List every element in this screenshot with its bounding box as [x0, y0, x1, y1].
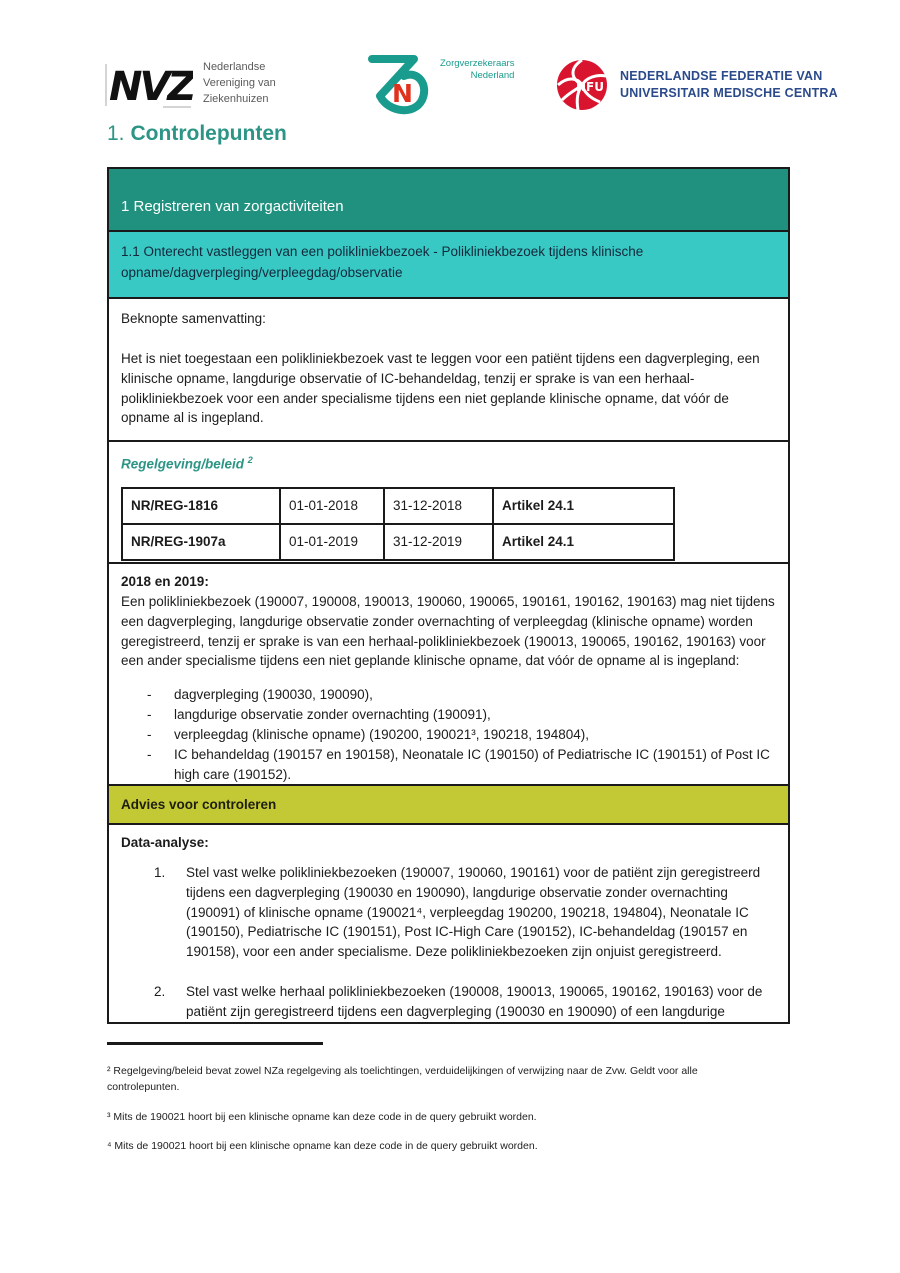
article-cell: Artikel 24.1	[493, 488, 674, 524]
end-date-cell: 31-12-2019	[384, 524, 493, 560]
analysis-item-text: Stel vast welke herhaal polikliniekbezoeken (190008, 190013, 190065, 190162, 190163) voor de patiënt zijn geregistreerd tijdens een dagverpleging (190030 en 190090) of een langdurige	[186, 984, 763, 1019]
nvz-text-line3: Ziekenhuizen	[203, 92, 269, 105]
bullet-text: dagverpleging (190030, 190090),	[174, 687, 373, 703]
regulation-code-cell: NR/REG-1907a	[122, 524, 280, 560]
activity-bullet-list	[147, 685, 776, 784]
nvz-logo-icon	[105, 58, 193, 110]
nfu-mark-text: NFU	[576, 80, 604, 94]
zn-logo	[362, 50, 514, 116]
analysis-item-number: 2.	[154, 984, 166, 1000]
start-date-cell: 01-01-2018	[280, 488, 384, 524]
control-point-table	[107, 167, 790, 1024]
zn-text-line2: Nederland	[470, 70, 515, 82]
control-point-subheader	[109, 232, 788, 299]
page-title-number: 1.	[107, 122, 125, 145]
article-cell: Artikel 24.1	[493, 524, 674, 560]
footnote: ⁴ Mits de 190021 hoort bij een klinische opname kan deze code in de query gebruikt worden.	[107, 1139, 538, 1152]
summary-label: Beknopte samenvatting:	[121, 311, 266, 326]
nvz-logo-text	[203, 60, 276, 108]
regulation-label-text: Regelgeving/beleid	[121, 456, 245, 472]
summary-text: Het is niet toegestaan een polikliniekbezoek vast te leggen voor een patiënt tijdens een dagverpleging, een klinische opname, langdurige observatie of IC-behandeldag, tenzij er sprake is van een herhaal-polikliniekbezoek voor een ander specialisme tijdens een niet geplande klinische opname, dat vóór de opname al is ingepland.	[121, 350, 760, 426]
svg-text:N: N	[392, 79, 413, 108]
bullet-dash: -	[147, 687, 152, 703]
bullet-dash: -	[147, 726, 152, 742]
nfu-logo-text	[620, 68, 838, 103]
list-item	[147, 685, 776, 705]
zn-logo-icon	[362, 50, 434, 116]
regulation-section	[109, 442, 788, 564]
regulation-code-cell: NR/REG-1816	[122, 488, 280, 524]
period-section	[109, 564, 788, 786]
svg-text:NVZ: NVZ	[109, 64, 193, 110]
analysis-label: Data-analyse:	[121, 835, 209, 850]
zn-logo-text	[440, 58, 514, 83]
bullet-dash: -	[147, 707, 152, 723]
section-header-label: 1 Registreren van zorgactiviteiten	[121, 197, 344, 215]
regulation-table	[121, 487, 675, 561]
footnote: ³ Mits de 190021 hoort bij een klinische opname kan deze code in de query gebruikt worden.	[107, 1110, 537, 1123]
footnote-separator	[107, 1042, 323, 1045]
nfu-text-line2: UNIVERSITAIR MEDISCHE CENTRA	[620, 86, 838, 100]
table-row	[122, 488, 674, 524]
footnotes	[107, 1063, 762, 1167]
page-title-text: Controlepunten	[130, 122, 287, 145]
bullet-text: langdurige observatie zonder overnachting (190091),	[174, 707, 491, 723]
period-label: 2018 en 2019:	[121, 574, 209, 589]
analysis-item-text: Stel vast welke polikliniekbezoeken (190007, 190060, 190161) voor de patiënt zijn geregistreerd tijdens een dagverpleging (190030 en 190090), langdurige observatie zonder overnachting (190091) of klinische opname (190021⁴, verpleegdag 190200, 190218, 194804), Neonatale IC (190150), Pediatrische IC (190151), Post IC-High Care (190152), IC-behandeldag (190157 en 190158), voor een ander specialisme. Deze polikliniekbezoeken zijn onjuist geregistreerd.	[186, 864, 761, 960]
list-item	[147, 705, 776, 725]
period-text: Een polikliniekbezoek (190007, 190008, 190013, 190060, 190065, 190161, 190162, 190163) mag niet tijdens een dagverpleging, langdurige observatie zonder overnachting of verpleegdag (klinische opname) worden geregistreerd, tenzij er sprake is van een herhaal-polikliniekbezoek (190013, 190065, 190162, 190163) voor een ander specialisme tijdens een niet geplande klinische opname, dat vóór de opname al is ingepland:	[121, 593, 775, 669]
summary-section	[109, 299, 788, 442]
nfu-text-line1: NEDERLANDSE FEDERATIE VAN	[620, 68, 823, 83]
bullet-dash: -	[147, 746, 152, 762]
nvz-logo	[105, 58, 276, 110]
list-item	[147, 745, 776, 785]
analysis-item	[154, 863, 776, 962]
zn-text-line1: Zorgverzekeraars	[440, 58, 515, 69]
end-date-cell: 31-12-2018	[384, 488, 493, 524]
table-row	[122, 524, 674, 560]
regulation-label	[121, 454, 776, 474]
nvz-text-line1: Nederlandse	[203, 61, 266, 74]
nfu-logo	[556, 58, 838, 112]
data-analysis-section	[109, 825, 788, 1022]
analysis-item-number: 1.	[154, 864, 166, 880]
regulation-footnote-ref: 2	[247, 455, 253, 465]
bullet-text: IC behandeldag (190157 en 190158), Neonatale IC (190150) of Pediatrische IC (190151) of Post IC high care (190152).	[174, 746, 770, 782]
footnote: ² Regelgeving/beleid bevat zowel NZa regelgeving als toelichtingen, verduidelijkingen of verwijzing naar de Zvw. Geldt voor alle controlepunten.	[107, 1065, 698, 1094]
control-point-subheader-label: 1.1 Onterecht vastleggen van een polikliniekbezoek - Polikliniekbezoek tijdens klinische opname/dagverpleging/verpleegdag/observatie	[121, 244, 644, 280]
page-title	[107, 122, 287, 146]
list-item	[147, 725, 776, 745]
section-header-bar	[109, 169, 788, 232]
advice-header-bar	[109, 786, 788, 825]
bullet-text: verpleegdag (klinische opname) (190200, 190021³, 190218, 194804),	[174, 726, 590, 742]
nfu-logo-icon	[556, 58, 610, 112]
analysis-item	[154, 982, 776, 1022]
start-date-cell: 01-01-2019	[280, 524, 384, 560]
nvz-text-line2: Vereniging van	[203, 77, 276, 90]
advice-header-label: Advies voor controleren	[121, 796, 277, 812]
